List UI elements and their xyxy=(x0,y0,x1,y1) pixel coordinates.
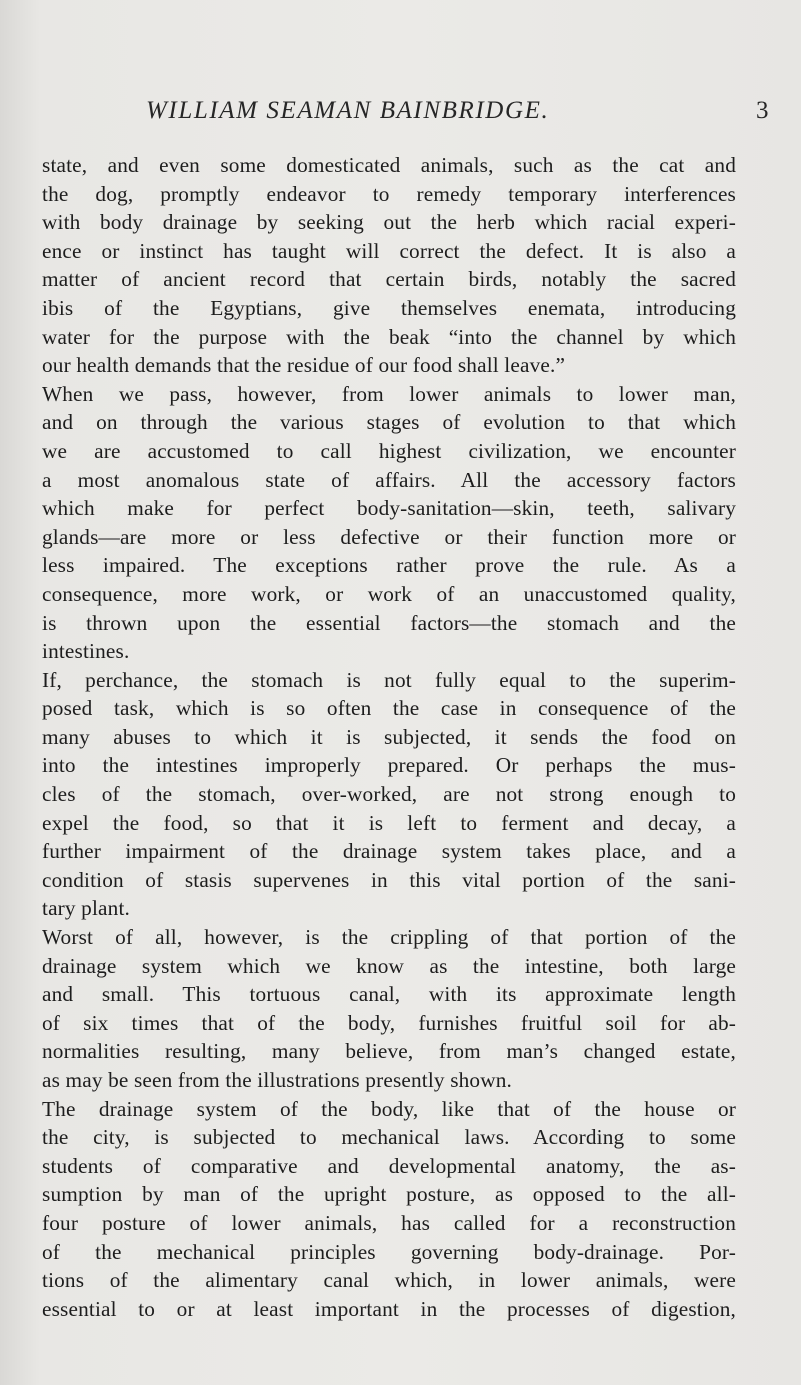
text-line: and on through the various stages of evolution to that which xyxy=(42,410,736,435)
page-header xyxy=(0,97,801,137)
text-line: students of comparative and developmental anatomy, the as- xyxy=(42,1153,736,1178)
text-line: water for the purpose with the beak “into the channel by which xyxy=(42,324,736,349)
text-line: further impairment of the drainage system takes place, and a xyxy=(42,839,736,864)
text-line: our health demands that the residue of our food shall leave.” xyxy=(42,353,566,378)
text-line: condition of stasis supervenes in this vital portion of the sani- xyxy=(42,867,736,892)
text-line: consequence, more work, or work of an unaccustomed quality, xyxy=(42,581,736,606)
text-line: four posture of lower animals, has called for a reconstruction xyxy=(42,1210,736,1235)
text-line: Worst of all, however, is the crippling of that portion of the xyxy=(42,925,736,950)
text-line: tary plant. xyxy=(42,896,130,921)
text-line: ence or instinct has taught will correct the defect. It is also a xyxy=(42,238,736,263)
text-line: the city, is subjected to mechanical laws. According to some xyxy=(42,1125,736,1150)
text-line: which make for perfect body-sanitation—skin, teeth, salivary xyxy=(42,496,736,521)
paragraph xyxy=(42,380,736,666)
text-line: a most anomalous state of affairs. All the accessory factors xyxy=(42,467,736,492)
text-line: with body drainage by seeking out the herb which racial experi- xyxy=(42,210,736,235)
text-line: If, perchance, the stomach is not fully equal to the superim- xyxy=(42,667,736,692)
text-line: drainage system which we know as the intestine, both large xyxy=(42,953,736,978)
text-line: posed task, which is so often the case in consequence of the xyxy=(42,696,736,721)
text-line: normalities resulting, many believe, from man’s changed estate, xyxy=(42,1039,736,1064)
text-line: into the intestines improperly prepared. Or perhaps the mus- xyxy=(42,753,736,778)
text-line: The drainage system of the body, like that of the house or xyxy=(42,1096,736,1121)
text-line: state, and even some domesticated animals, such as the cat and xyxy=(42,153,736,177)
text-line: essential to or at least important in the processes of digestion, xyxy=(42,1296,736,1321)
paragraph xyxy=(42,666,736,923)
text-line: and small. This tortuous canal, with its approximate length xyxy=(42,982,736,1007)
paragraph xyxy=(42,923,736,1095)
text-line: tions of the alimentary canal which, in lower animals, were xyxy=(42,1268,736,1293)
paragraph xyxy=(42,1095,736,1324)
text-line: many abuses to which it is subjected, it sends the food on xyxy=(42,724,736,749)
text-line: less impaired. The exceptions rather prove the rule. As a xyxy=(42,553,736,578)
text-line: matter of ancient record that certain birds, notably the sacred xyxy=(42,267,736,292)
text-line: When we pass, however, from lower animals to lower man, xyxy=(42,381,736,406)
page-number: 3 xyxy=(756,97,769,124)
text-line: glands—are more or less defective or their function more or xyxy=(42,524,736,549)
text-line: expel the food, so that it is left to ferment and decay, a xyxy=(42,810,736,835)
text-line: intestines. xyxy=(42,639,130,664)
text-line: we are accustomed to call highest civilization, we encounter xyxy=(42,438,736,463)
text-line: the dog, promptly endeavor to remedy temporary interferences xyxy=(42,181,736,206)
text-line: of the mechanical principles governing body-drainage. Por- xyxy=(42,1239,736,1264)
text-line: cles of the stomach, over-worked, are not strong enough to xyxy=(42,782,736,807)
body-text xyxy=(42,151,736,1323)
text-line: sumption by man of the upright posture, as opposed to the all- xyxy=(42,1182,736,1207)
running-head: WILLIAM SEAMAN BAINBRIDGE. xyxy=(146,97,550,124)
text-line: as may be seen from the illustrations presently shown. xyxy=(42,1068,513,1092)
text-line: of six times that of the body, furnishes fruitful soil for ab- xyxy=(42,1010,736,1035)
paragraph xyxy=(42,151,736,380)
text-line: is thrown upon the essential factors—the stomach and the xyxy=(42,610,736,635)
text-line: ibis of the Egyptians, give themselves enemata, introducing xyxy=(42,295,736,320)
